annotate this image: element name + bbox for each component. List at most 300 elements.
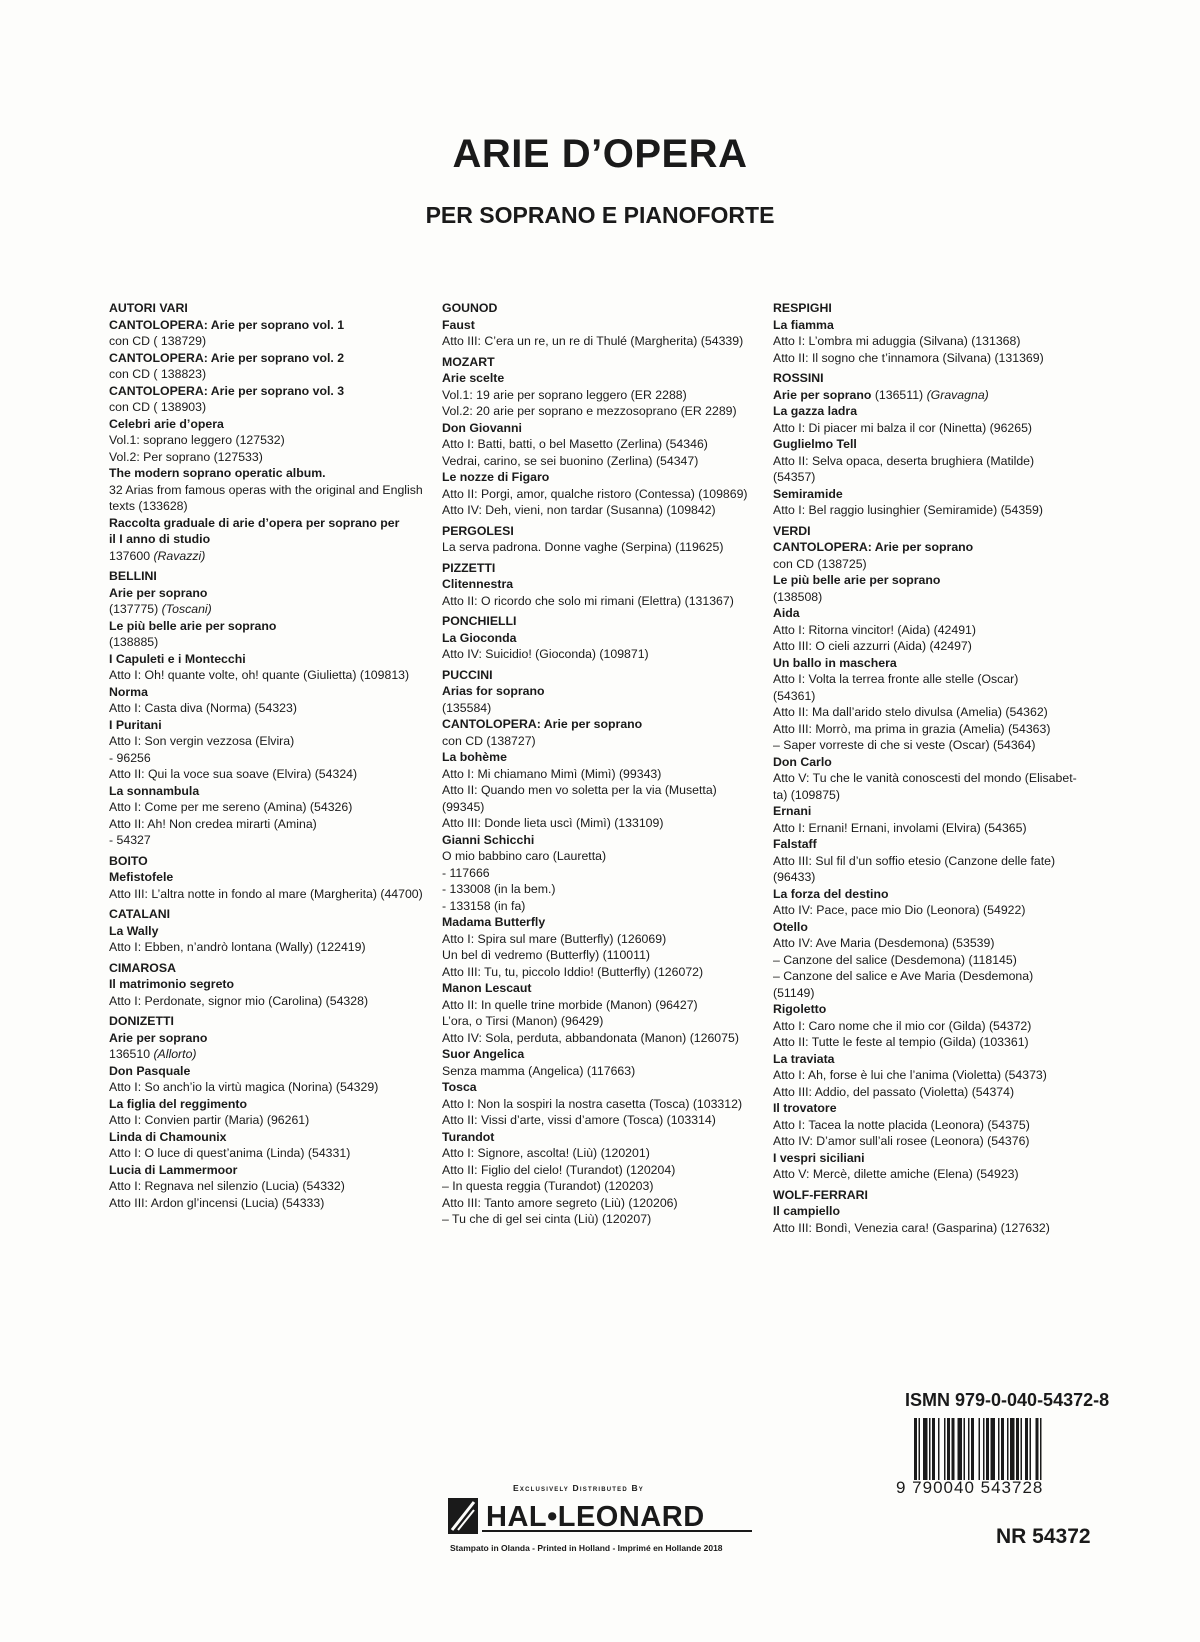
entry-text: Atto III: Morrò, ma prima in grazia (Amelia) (54363) — [773, 721, 1051, 736]
entry-text: Atto I: Oh! quante volte, oh! quante (Giulietta) (109813) — [109, 668, 410, 682]
entry-text: Don Giovanni — [442, 420, 522, 435]
entry-text: Atto II: O ricordo che solo mi rimani (Elettra) (131367) — [442, 593, 734, 608]
work-title — [773, 317, 1091, 334]
barcode-bar — [979, 1418, 981, 1480]
composer-heading — [442, 354, 760, 371]
work-title — [773, 919, 1091, 936]
work-title — [442, 832, 760, 849]
barcode-bar — [1021, 1418, 1023, 1480]
work-title — [773, 1051, 1091, 1068]
barcode-bar — [952, 1418, 955, 1480]
edition-detail — [109, 482, 427, 499]
entry-text: Faust — [442, 317, 475, 332]
entry-text: (138885) — [109, 635, 159, 649]
aria-entry — [773, 853, 1091, 870]
work-title — [773, 836, 1091, 853]
aria-entry — [773, 935, 1091, 952]
entry-text: WOLF-FERRARI — [773, 1187, 868, 1202]
entry-editor: (Gravagna) — [926, 387, 989, 402]
work-title — [773, 803, 1091, 820]
entry-text: Atto III: Sul fil d’un soffio etesio (Canzone delle fate) — [773, 853, 1056, 868]
entry-text: Clitennestra — [442, 577, 514, 591]
aria-entry — [109, 766, 427, 783]
work-title — [442, 1079, 760, 1096]
work-title — [109, 717, 427, 734]
aria-entry — [442, 333, 760, 350]
barcode-bar — [998, 1418, 1000, 1480]
entry-text: CANTOLOPERA: Arie per soprano — [442, 717, 643, 731]
entry-text: Atto I: Bel raggio lusinghier (Semiramide) (54359) — [773, 503, 1043, 517]
entry-text: Rigoletto — [773, 1002, 827, 1016]
entry-text: Atto III: Addio, del passato (Violetta) (54374) — [773, 1084, 1015, 1099]
composer-heading — [773, 1187, 1091, 1204]
entry-text: Atto IV: Suicidio! (Gioconda) (109871) — [442, 647, 649, 661]
barcode-bar — [944, 1418, 946, 1480]
entry-text: Atto II: Tutte le feste al tempio (Gilda) (103361) — [773, 1035, 1029, 1049]
entry-text: - 96256 — [109, 750, 151, 765]
work-title — [773, 387, 1091, 404]
aria-entry — [442, 539, 760, 556]
aria-entry — [773, 952, 1091, 969]
entry-text: Atto II: In quelle trine morbide (Manon) (96427) — [442, 997, 698, 1012]
barcode-bar — [947, 1418, 950, 1480]
entry-text: Atto V: Mercè, dilette amiche (Elena) (54923) — [773, 1167, 1019, 1181]
entry-text: Atto III: Ardon gl’incensi (Lucia) (54333) — [109, 1195, 325, 1210]
edition-detail — [109, 432, 427, 449]
work-title — [109, 350, 427, 367]
barcode — [914, 1418, 1094, 1480]
aria-entry — [442, 766, 760, 783]
composer-heading — [109, 300, 427, 317]
entry-text: Atto III: Tanto amore segreto (Liù) (120206) — [442, 1195, 678, 1210]
edition-detail — [442, 733, 760, 750]
entry-text: Vol.1: 19 arie per soprano leggero (ER 2288) — [442, 387, 687, 402]
work-title — [773, 1150, 1091, 1167]
aria-entry — [442, 1178, 760, 1195]
entry-text: Atto I: Caro nome che il mio cor (Gilda) (54372) — [773, 1018, 1032, 1033]
entry-text: La figlia del reggimento — [109, 1096, 248, 1111]
entry-text: Atto I: Non la sospiri la nostra casetta (Tosca) (103312) — [442, 1096, 743, 1111]
entry-text: Norma — [109, 684, 148, 699]
entry-text: con CD (138727) — [442, 733, 536, 748]
aria-entry — [109, 1195, 427, 1212]
barcode-bar — [919, 1418, 921, 1480]
entry-text: Le nozze di Figaro — [442, 470, 550, 484]
entry-text: - 133158 (in fa) — [442, 898, 526, 913]
entry-text: Atto II: Quando men vo soletta per la via (Musetta) — [442, 783, 717, 797]
edition-detail — [109, 449, 427, 466]
entry-text: O mio babbino caro (Lauretta) — [442, 849, 607, 863]
entry-text: Vol.2: Per soprano (127533) — [109, 449, 263, 464]
barcode-bar — [958, 1418, 963, 1480]
aria-entry — [773, 869, 1091, 886]
work-title — [773, 754, 1091, 771]
barcode-bar — [929, 1418, 931, 1480]
entry-text: Atto IV: Pace, pace mio Dio (Leonora) (54922) — [773, 903, 1026, 917]
aria-entry — [109, 816, 427, 833]
work-title — [773, 539, 1091, 556]
entry-text: PUCCINI — [442, 667, 493, 682]
work-title — [109, 465, 427, 482]
entry-text: Atto IV: D’amor sull’ali rosee (Leonora) (54376) — [773, 1134, 1030, 1148]
aria-entry — [109, 832, 427, 849]
entry-text: Manon Lescaut — [442, 981, 532, 995]
aria-entry — [442, 1162, 760, 1179]
work-title — [442, 683, 760, 700]
entry-text: (96433) — [773, 870, 816, 884]
entry-text: - 54327 — [109, 833, 151, 847]
aria-entry — [109, 1145, 427, 1162]
catalog-column-3 — [773, 300, 1091, 1236]
work-title — [109, 1162, 427, 1179]
composer-heading — [773, 523, 1091, 540]
aria-entry — [109, 939, 427, 956]
entry-text: Atto I: Batti, batti, o bel Masetto (Zerlina) (54346) — [442, 437, 708, 451]
work-title — [109, 317, 427, 334]
composer-heading — [109, 853, 427, 870]
barcode-bar — [968, 1418, 970, 1480]
entry-text: Otello — [773, 919, 808, 934]
entry-text: Don Carlo — [773, 754, 832, 769]
aria-entry — [442, 947, 760, 964]
aria-entry — [773, 1034, 1091, 1051]
work-title — [442, 630, 760, 647]
aria-entry — [773, 1067, 1091, 1084]
entry-text: Semiramide — [773, 486, 843, 501]
aria-entry — [773, 1084, 1091, 1101]
aria-entry — [109, 1079, 427, 1096]
composer-heading — [442, 667, 760, 684]
entry-text: La serva padrona. Donne vaghe (Serpina) (119625) — [442, 540, 724, 554]
entry-text: MOZART — [442, 354, 495, 369]
aria-entry — [773, 737, 1091, 754]
entry-text: Atto II: Il sogno che t’innamora (Silvana) (131369) — [773, 350, 1044, 365]
entry-text: CANTOLOPERA: Arie per soprano — [773, 540, 974, 554]
aria-entry — [442, 1013, 760, 1030]
aria-entry — [773, 985, 1091, 1002]
entry-text: texts (133628) — [109, 499, 188, 513]
entry-text: PIZZETTI — [442, 560, 496, 575]
entry-text: Atto I: O luce di quest’anima (Linda) (54331) — [109, 1146, 351, 1160]
entry-text: ta) (109875) — [773, 787, 840, 802]
work-title — [109, 585, 427, 602]
entry-text: Atto I: Come per me sereno (Amina) (54326) — [109, 800, 353, 814]
entry-text: Atto I: Convien partir (Maria) (96261) — [109, 1113, 310, 1127]
aria-entry — [773, 671, 1091, 688]
work-title — [109, 1129, 427, 1146]
composer-heading — [109, 906, 427, 923]
entry-text: Atto I: Son vergin vezzosa (Elvira) — [109, 734, 295, 748]
entry-text: Arias for soprano — [442, 684, 545, 698]
barcode-bar — [1036, 1418, 1039, 1480]
entry-text: Un bel dì vedremo (Butterfly) (110011) — [442, 948, 651, 962]
edition-detail — [109, 634, 427, 651]
entry-text: CANTOLOPERA: Arie per soprano vol. 3 — [109, 383, 345, 398]
entry-text: Arie scelte — [442, 371, 505, 385]
composer-heading — [442, 523, 760, 540]
entry-text: con CD ( 138729) — [109, 334, 207, 348]
aria-entry — [773, 1133, 1091, 1150]
entry-text: Atto III: O cieli azzurri (Aida) (42497) — [773, 639, 972, 653]
entry-text: I Puritani — [109, 717, 162, 732]
composer-heading — [773, 300, 1091, 317]
entry-number: (136511) — [871, 387, 927, 402]
entry-text: Vedrai, carino, se sei buonino (Zerlina) (54347) — [442, 453, 699, 468]
work-title — [109, 651, 427, 668]
work-title — [773, 655, 1091, 672]
entry-text: Gianni Schicchi — [442, 832, 535, 847]
entry-text: Atto III: Donde lieta uscì (Mimì) (133109) — [442, 816, 664, 830]
entry-text: PERGOLESI — [442, 523, 514, 538]
entry-text: Atto II: Ah! Non credea mirarti (Amina) — [109, 816, 317, 831]
entry-text: Atto IV: Deh, vieni, non tardar (Susanna) (109842) — [442, 503, 716, 517]
entry-text: (54361) — [773, 688, 816, 703]
edition-detail — [442, 403, 760, 420]
entry-text: Vol.2: 20 arie per soprano e mezzosoprano (ER 2289) — [442, 404, 737, 418]
work-title — [773, 605, 1091, 622]
aria-entry — [109, 799, 427, 816]
entry-text: La traviata — [773, 1051, 835, 1066]
aria-entry — [773, 333, 1091, 350]
work-title — [442, 914, 760, 931]
entry-editor: (Toscani) — [161, 602, 212, 616]
entry-text: - 133008 (in la bem.) — [442, 882, 556, 896]
aria-entry — [773, 1117, 1091, 1134]
barcode-bar — [1010, 1418, 1015, 1480]
entry-text: Atto I: Signore, ascolta! (Liù) (120201) — [442, 1146, 650, 1160]
barcode-bar — [914, 1418, 917, 1480]
entry-text: ROSSINI — [773, 371, 824, 385]
entry-text: Atto I: Ah, forse è lui che l’anima (Violetta) (54373) — [773, 1068, 1047, 1082]
work-title — [773, 436, 1091, 453]
entry-text: DONIZETTI — [109, 1014, 174, 1028]
edition-detail — [442, 700, 760, 717]
aria-entry — [773, 688, 1091, 705]
work-title — [109, 684, 427, 701]
aria-entry — [773, 820, 1091, 837]
barcode-bar — [1040, 1418, 1042, 1480]
aria-entry — [773, 622, 1091, 639]
entry-text: La bohème — [442, 750, 507, 764]
entry-text: Senza mamma (Angelica) (117663) — [442, 1063, 636, 1078]
aria-entry — [442, 1096, 760, 1113]
edition-detail — [109, 399, 427, 416]
aria-entry — [109, 886, 427, 903]
work-title — [773, 572, 1091, 589]
entry-text: CIMAROSA — [109, 960, 176, 975]
aria-entry — [442, 881, 760, 898]
barcode-bar — [1016, 1418, 1019, 1480]
aria-entry — [773, 1220, 1091, 1237]
work-title — [773, 486, 1091, 503]
aria-entry — [442, 815, 760, 832]
entry-text: Suor Angelica — [442, 1047, 525, 1061]
edition-detail — [109, 498, 427, 515]
entry-editor: (Allorto) — [153, 1047, 197, 1061]
work-title — [442, 317, 760, 334]
work-title — [442, 370, 760, 387]
aria-entry — [109, 733, 427, 750]
entry-text: Atto II: Figlio del cielo! (Turandot) (120204) — [442, 1162, 676, 1177]
work-title — [109, 869, 427, 886]
entry-text: Atto III: C’era un re, un re di Thulé (Margherita) (54339) — [442, 334, 744, 348]
entry-text: Atto V: Tu che le vanità conoscesti del mondo (Elisabet- — [773, 771, 1077, 785]
entry-text: Atto I: L’ombra mi aduggia (Silvana) (131368) — [773, 334, 1021, 348]
entry-text: Il trovatore — [773, 1101, 837, 1115]
entry-text: Atto II: Qui la voce sua soave (Elvira) (54324) — [109, 767, 358, 781]
aria-entry — [773, 350, 1091, 367]
publisher-logo-text: HAL•LEONARD — [486, 1501, 705, 1533]
work-title — [109, 976, 427, 993]
barcode-bar — [986, 1418, 989, 1480]
composer-heading — [773, 370, 1091, 387]
entry-text: 32 Arias from famous operas with the original and English — [109, 482, 423, 497]
barcode-bar — [971, 1418, 974, 1480]
entry-text: La forza del destino — [773, 886, 889, 901]
entry-text: L’ora, o Tirsi (Manon) (96429) — [442, 1014, 604, 1028]
entry-text: CANTOLOPERA: Arie per soprano vol. 1 — [109, 317, 345, 332]
aria-entry — [442, 898, 760, 915]
aria-entry — [773, 787, 1091, 804]
entry-text: Atto III: Tu, tu, piccolo Iddio! (Butterfly) (126072) — [442, 964, 704, 979]
aria-entry — [773, 902, 1091, 919]
entry-text: Celebri arie d’opera — [109, 416, 224, 431]
work-title — [773, 886, 1091, 903]
work-title — [109, 923, 427, 940]
entry-text: BOITO — [109, 853, 148, 868]
entry-text: La sonnambula — [109, 783, 200, 798]
distributed-by-label: Exclusively Distributed By — [513, 1483, 644, 1493]
aria-entry — [773, 770, 1091, 787]
entry-text: Atto I: Tacea la notte placida (Leonora) (54375) — [773, 1117, 1030, 1132]
aria-entry — [442, 1195, 760, 1212]
barcode-bar — [991, 1418, 996, 1480]
work-title — [442, 749, 760, 766]
aria-entry — [109, 667, 427, 684]
edition-detail — [109, 333, 427, 350]
entry-text: VERDI — [773, 523, 811, 538]
entry-text: CANTOLOPERA: Arie per soprano vol. 2 — [109, 350, 345, 365]
edition-detail — [442, 387, 760, 404]
aria-entry — [442, 1030, 760, 1047]
aria-entry — [773, 1166, 1091, 1183]
entry-text: Le più belle arie per soprano — [109, 618, 277, 633]
aria-entry — [773, 704, 1091, 721]
entry-text: The modern soprano operatic album. — [109, 466, 326, 480]
printed-in-label: Stampato in Olanda - Printed in Holland - Imprimé en Hollande 2018 — [450, 1543, 723, 1553]
entry-text: AUTORI VARI — [109, 301, 188, 315]
entry-text: con CD (138725) — [773, 556, 867, 571]
entry-text: Atto II: Porgi, amor, qualche ristoro (Contessa) (109869) — [442, 486, 748, 501]
entry-text: Madama Butterfly — [442, 915, 546, 929]
work-title — [109, 416, 427, 433]
isbn-label: ISMN 979-0-040-54372-8 — [905, 1390, 1110, 1410]
aria-entry — [442, 799, 760, 816]
barcode-bar — [1007, 1418, 1009, 1480]
aria-entry — [773, 1018, 1091, 1035]
entry-text: Lucia di Lammermoor — [109, 1162, 238, 1177]
aria-entry — [442, 453, 760, 470]
composer-heading — [442, 300, 760, 317]
barcode-bar — [932, 1418, 935, 1480]
aria-entry — [773, 968, 1091, 985]
entry-text: Atto IV: Sola, perduta, abbandonata (Manon) (126075) — [442, 1030, 739, 1045]
aria-entry — [442, 1211, 760, 1228]
entry-text: con CD ( 138903) — [109, 400, 207, 414]
entry-text: – In questa reggia (Turandot) (120203) — [442, 1179, 654, 1193]
work-title — [109, 1063, 427, 1080]
entry-text: Arie per soprano — [109, 585, 208, 600]
entry-text: il I anno di studio — [109, 532, 211, 546]
edition-detail — [773, 556, 1091, 573]
entry-text: Atto I: Perdonate, signor mio (Carolina) (54328) — [109, 993, 369, 1008]
aria-entry — [442, 502, 760, 519]
work-title — [442, 420, 760, 437]
entry-text: Raccolta graduale di arie d’opera per soprano per — [109, 515, 400, 530]
edition-detail — [109, 548, 427, 565]
aria-entry — [773, 420, 1091, 437]
entry-text: Vol.1: soprano leggero (127532) — [109, 433, 285, 447]
work-title — [109, 783, 427, 800]
entry-text: – Tu che di gel sei cinta (Liù) (120207) — [442, 1212, 652, 1226]
entry-text: Un ballo in maschera — [773, 655, 897, 670]
entry-text: GOUNOD — [442, 301, 498, 315]
edition-detail — [109, 1046, 427, 1063]
entry-text: 137600 — [109, 548, 154, 563]
entry-text: Atto I: Spira sul mare (Butterfly) (126069) — [442, 931, 667, 946]
work-title — [773, 403, 1091, 420]
aria-entry — [442, 997, 760, 1014]
work-title — [109, 1030, 427, 1047]
catalog-number: NR 54372 — [996, 1525, 1091, 1548]
entry-text: Atto I: Di piacer mi balza il cor (Ninetta) (96265) — [773, 420, 1033, 435]
composer-heading — [109, 568, 427, 585]
entry-text: RESPIGHI — [773, 301, 832, 315]
work-title — [109, 515, 427, 532]
barcode-bar — [964, 1418, 966, 1480]
entry-text: Atto I: Regnava nel silenzio (Lucia) (54332) — [109, 1179, 345, 1193]
aria-entry — [442, 486, 760, 503]
entry-editor: (Ravazzi) — [153, 548, 206, 563]
barcode-bar — [1030, 1418, 1032, 1480]
aria-entry — [773, 469, 1091, 486]
aria-entry — [442, 646, 760, 663]
entry-text: Atto II: Selva opaca, deserta brughiera (Matilde) — [773, 453, 1035, 468]
entry-text: (135584) — [442, 700, 492, 715]
entry-text: I vespri siciliani — [773, 1150, 865, 1165]
entry-text: Il campiello — [773, 1204, 840, 1218]
entry-text: (138508) — [773, 589, 823, 604]
entry-text: – Canzone del salice e Ave Maria (Desdemona) — [773, 969, 1034, 983]
aria-entry — [442, 593, 760, 610]
entry-text: – Canzone del salice (Desdemona) (118145) — [773, 952, 1017, 967]
entry-text: Linda di Chamounix — [109, 1129, 227, 1144]
entry-text: Atto II: Vissi d’arte, vissi d’amore (Tosca) (103314) — [442, 1113, 716, 1127]
entry-text: Mefistofele — [109, 870, 174, 884]
entry-text: CATALANI — [109, 907, 171, 921]
entry-text: La gazza ladra — [773, 404, 858, 418]
aria-entry — [109, 1178, 427, 1195]
aria-entry — [109, 700, 427, 717]
barcode-bar — [1025, 1418, 1028, 1480]
aria-entry — [442, 436, 760, 453]
entry-text: Don Pasquale — [109, 1063, 191, 1078]
page-title: ARIE D’OPERA — [452, 132, 748, 176]
entry-text: Arie per soprano — [109, 1030, 208, 1045]
work-title — [442, 469, 760, 486]
catalog-column-2 — [442, 300, 760, 1228]
entry-text: Atto I: Ebben, n’andrò lontana (Wally) (122419) — [109, 940, 366, 954]
